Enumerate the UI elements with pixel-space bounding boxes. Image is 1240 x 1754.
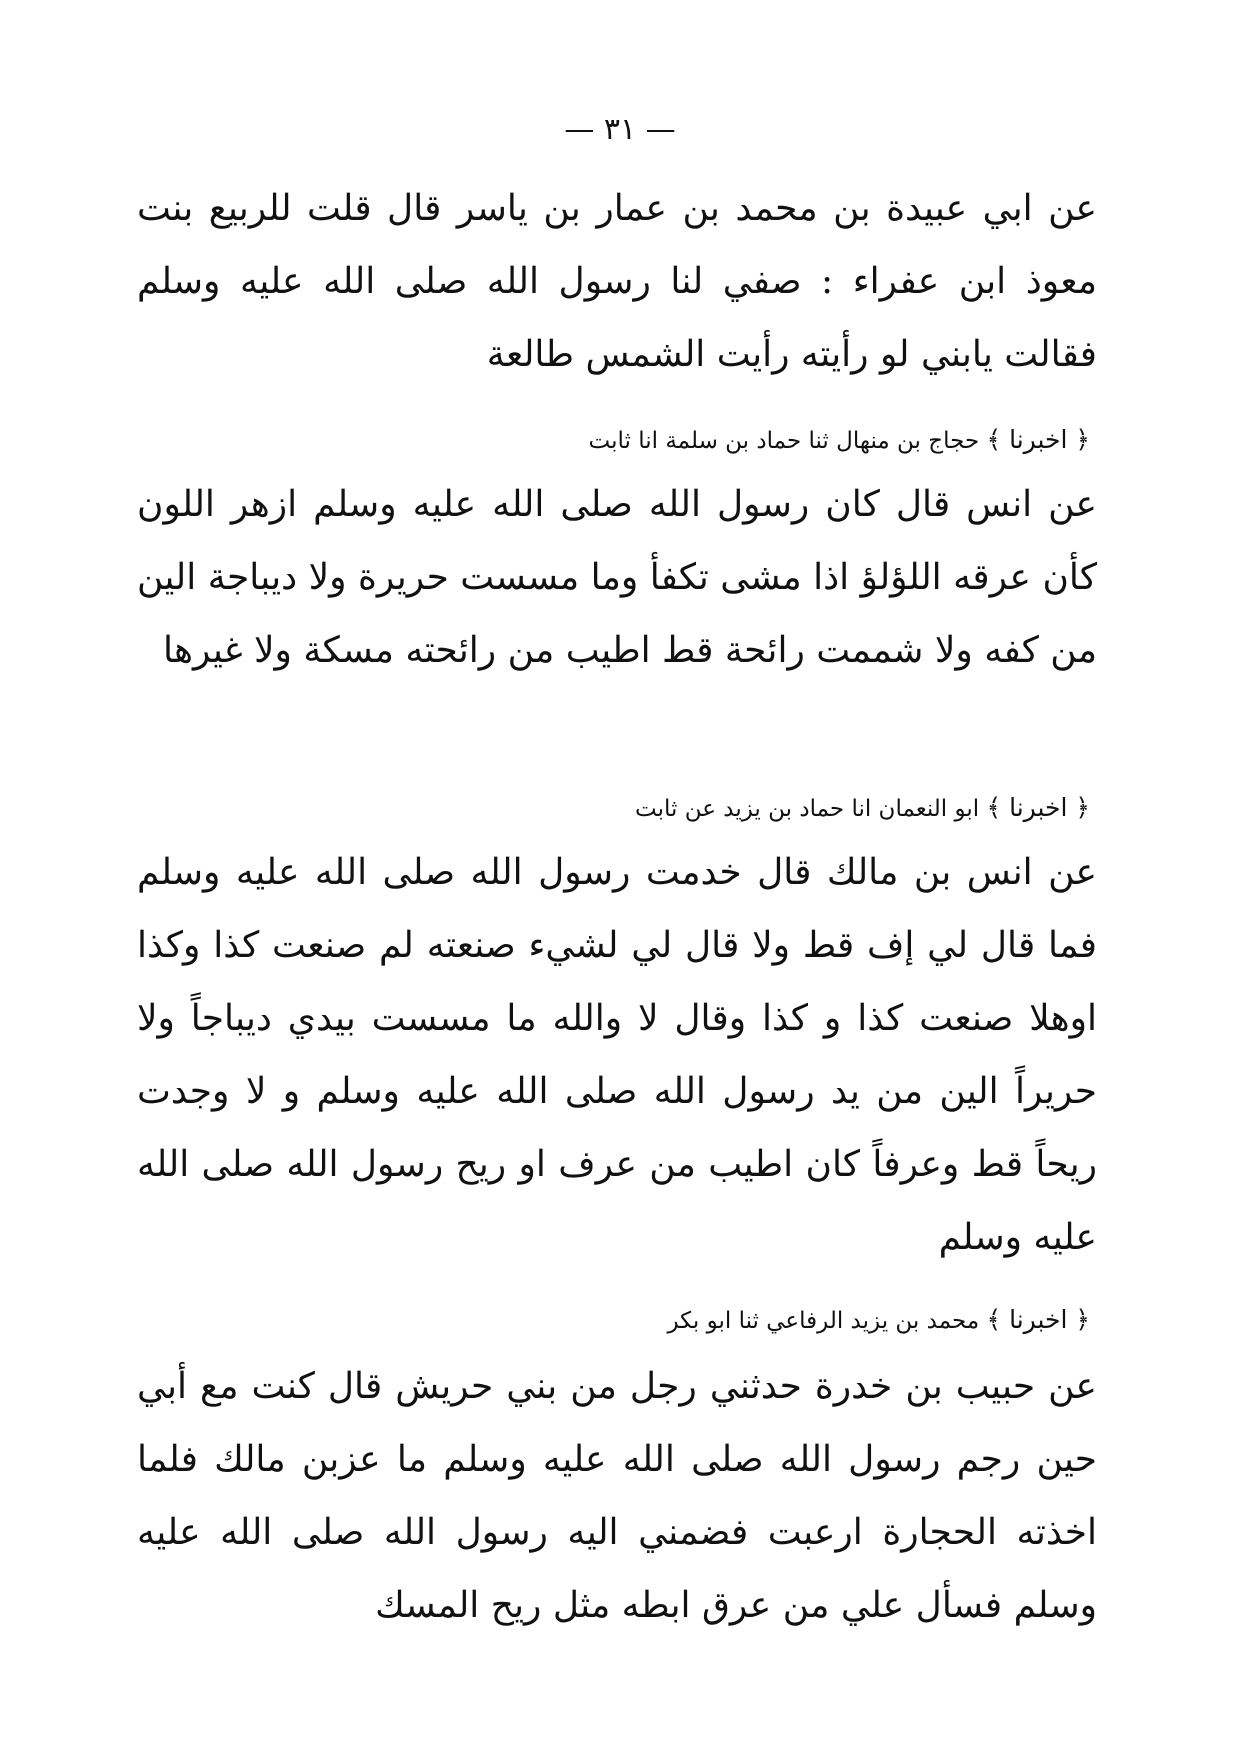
isnad-line-1 bbox=[190, 420, 1090, 461]
hadith-text: عن ابي عبيدة بن محمد بن عمار بن ياسر قال قلت للربيع بنت معوذ ابن عفراء : صفي لنا رسول الله صلى الله عليه وسلم فقالت يابني لو رأيته رأيت الشمس طالعة bbox=[137, 188, 1097, 375]
isnad-lead: ﴿ اخبرنا ﴾ bbox=[986, 1305, 1090, 1334]
hadith-text: عن انس قال كان رسول الله صلى الله عليه وسلم ازهر اللون كأن عرقه اللؤلؤ اذا مشى تكفأ وما مسست حريرة ولا ديباجة الين من كفه ولا شممت رائحة قط اطيب من رائحته مسكة ولا غيرها bbox=[137, 484, 1097, 671]
isnad-lead: ﴿ اخبرنا ﴾ bbox=[986, 425, 1090, 454]
isnad-lead: ﴿ اخبرنا ﴾ bbox=[986, 793, 1090, 822]
isnad-text: ابو النعمان انا حماد بن يزيد عن ثابت bbox=[635, 796, 980, 822]
isnad-text: حجاج بن منهال ثنا حماد بن سلمة انا ثابت bbox=[588, 428, 980, 454]
page-number: — ٣١ — bbox=[564, 112, 676, 147]
hadith-text: عن حبيب بن خدرة حدثني رجل من بني حريش قال كنت مع أبي حين رجم رسول الله صلى الله عليه وسلم ما عزبن مالك فلما اخذته الحجارة ارعبت فضمني اليه رسول الله صلى الله عليه وسلم فسأل علي من عرق ابطه مثل ريح المسك bbox=[137, 1366, 1097, 1626]
isnad-line-3 bbox=[190, 1300, 1090, 1341]
isnad-line-2 bbox=[190, 788, 1090, 829]
hadith-paragraph-4 bbox=[137, 1350, 1097, 1642]
hadith-text: عن انس بن مالك قال خدمت رسول الله صلى الله عليه وسلم فما قال لي إف قط ولا قال لي لشيء صنعته لم صنعت كذا وكذا اوهلا صنعت كذا و كذا وقال لا والله ما مسست بيدي ديباجاً ولا حريراً الين من يد رسول الله صلى الله عليه وسلم و لا وجدت ريحاً قط وعرفاً كان اطيب من عرف او ريح رسول الله صلى الله عليه وسلم bbox=[137, 852, 1097, 1258]
hadith-paragraph-1 bbox=[137, 172, 1097, 391]
hadith-paragraph-3 bbox=[137, 836, 1097, 1274]
isnad-text: محمد بن يزيد الرفاعي ثنا ابو بكر bbox=[667, 1308, 980, 1334]
hadith-paragraph-2 bbox=[137, 468, 1097, 687]
